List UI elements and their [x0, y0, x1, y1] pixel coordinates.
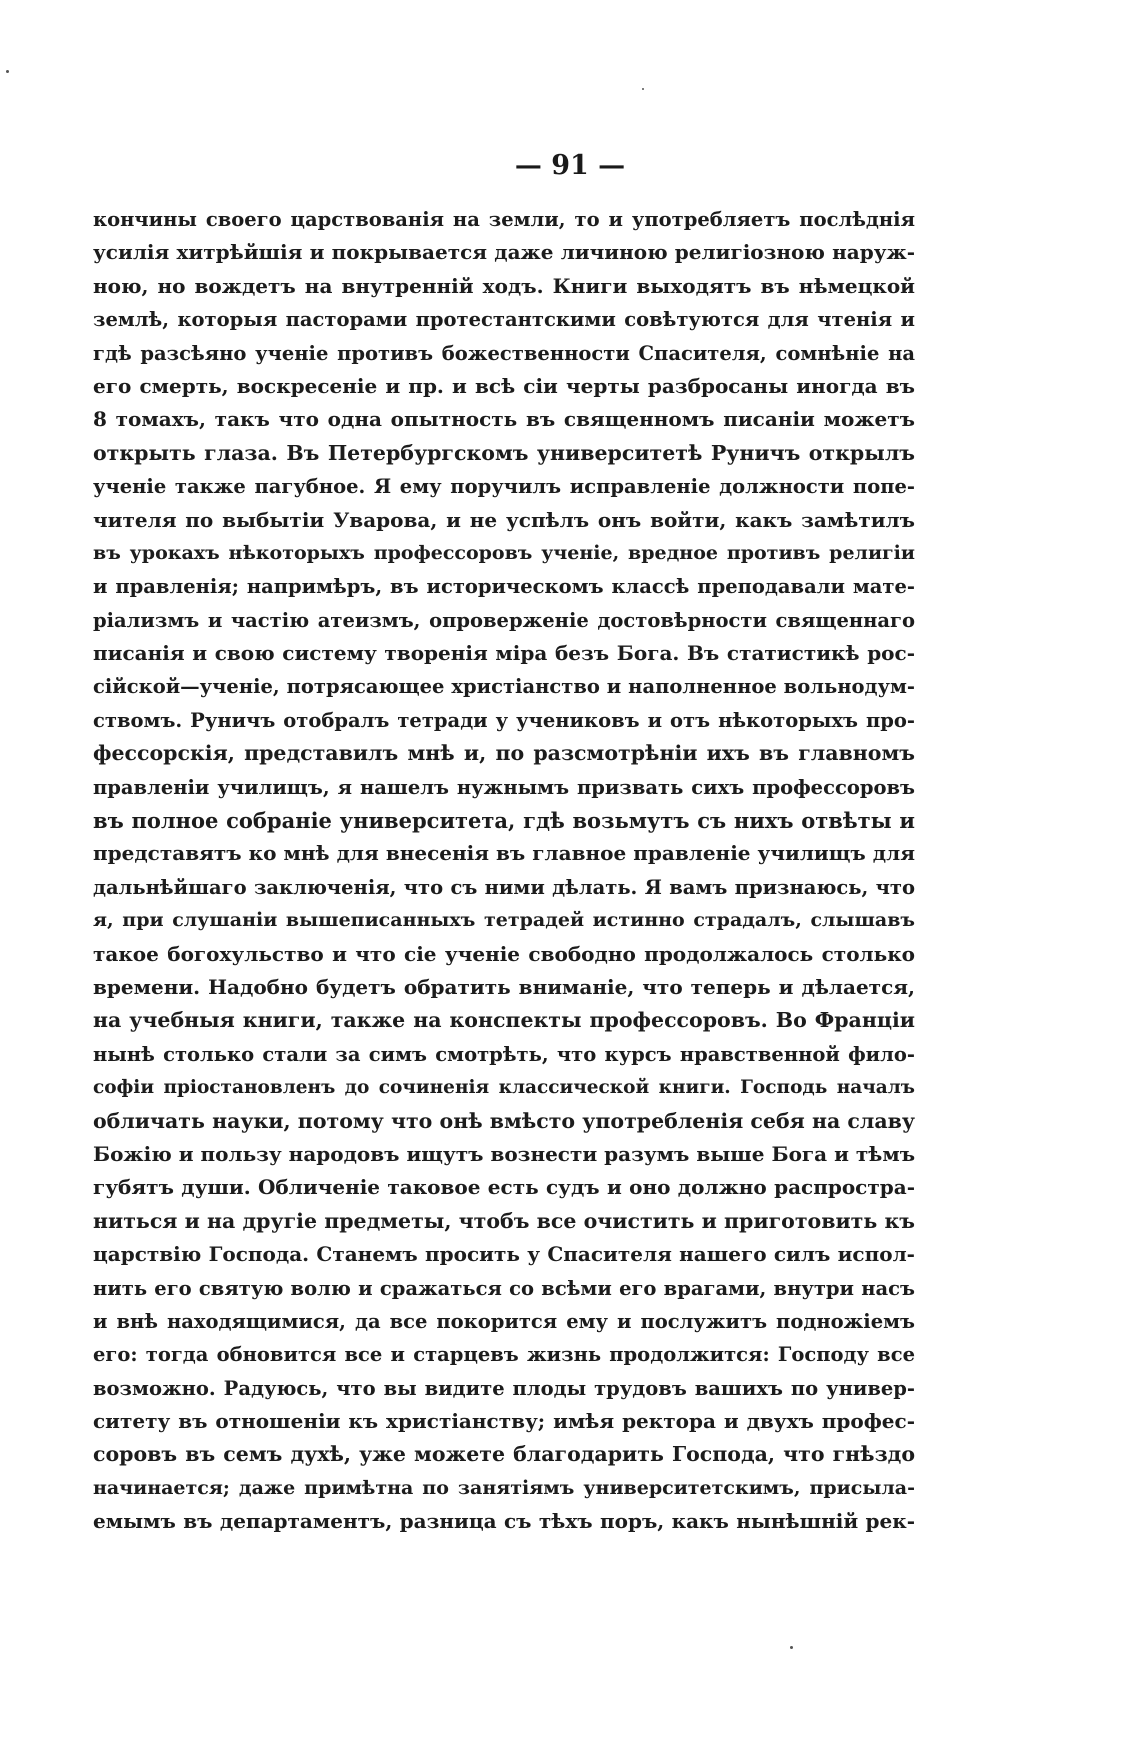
text-line: емымъ въ департаментъ, разница съ тѣхъ поръ, какъ нынѣшній рек-	[93, 1509, 915, 1534]
text-line: Божію и пользу народовъ ищутъ вознести разумъ выше Бога и тѣмъ	[93, 1141, 915, 1166]
text-line: въ урокахъ нѣкоторыхъ профессоровъ ученіе, вредное противъ религіи	[93, 541, 915, 564]
text-line: его смерть, воскресеніе и пр. и всѣ сіи черты разбросаны иногда въ	[93, 373, 915, 398]
text-line: усилія хитрѣйшія и покрывается даже личиною религіозною наруж-	[93, 240, 915, 265]
text-line: и правленія; напримѣръ, въ историческомъ классѣ преподавали мате-	[93, 575, 915, 599]
text-line: гдѣ разсѣяно ученіе противъ божественности Спасителя, сомнѣніе на	[93, 341, 915, 365]
text-line: правленіи училищъ, я нашелъ нужнымъ призвать сихъ профессоровъ	[93, 775, 915, 799]
text-line: обличать науки, потому что онѣ вмѣсто употребленія себя на славу	[93, 1108, 915, 1133]
text-line: писанія и свою систему творенія міра безъ Бога. Въ статистикѣ рос-	[93, 641, 915, 666]
text-line: ниться и на другіе предметы, чтобъ все очистить и приготовить къ	[93, 1208, 915, 1233]
text-line: царствію Господа. Станемъ просить у Спасителя нашего силъ испол-	[93, 1242, 915, 1267]
text-line: представятъ ко мнѣ для внесенія въ главное правленіе училищъ для	[93, 841, 915, 866]
text-line: времени. Надобно будетъ обратить вниманіе, что теперь и дѣлается,	[93, 974, 915, 999]
scan-speck	[6, 70, 9, 73]
text-line: ною, но вождетъ на внутренній ходъ. Книги выходятъ въ нѣмецкой	[93, 273, 915, 298]
text-line: землѣ, которыя пасторами протестантскими совѣтуются для чтенія и	[93, 308, 915, 332]
text-line: фессорскія, представилъ мнѣ и, по разсмотрѣніи ихъ въ главномъ	[93, 741, 915, 766]
text-line: начинается; даже примѣтна по занятіямъ университетскимъ, присыла-	[93, 1476, 915, 1499]
page-number: — 91 —	[514, 150, 626, 181]
text-line: открыть глаза. Въ Петербургскомъ университетѣ Руничъ открылъ	[93, 440, 915, 465]
text-line: губятъ души. Обличеніе таковое есть судъ и оно должно распростра-	[93, 1175, 915, 1200]
text-line: нынѣ столько стали за симъ смотрѣть, что курсъ нравственной фило-	[93, 1042, 915, 1066]
text-line: 8 томахъ, такъ что одна опытность въ священномъ писаніи можетъ	[93, 407, 915, 432]
text-line: ріализмъ и частію атеизмъ, опроверженіе достовѣрности священнаго	[93, 608, 915, 632]
text-line: сійской—ученіе, потрясающее христіанство и наполненное вольнодум-	[93, 675, 915, 699]
text-line: соровъ въ семъ духѣ, уже можете благодарить Господа, что гнѣздо	[93, 1442, 915, 1467]
scan-speck	[790, 1646, 793, 1649]
text-line: такое богохульство и что сіе ученіе свободно продолжалось столько	[93, 941, 915, 966]
text-line: и внѣ находящимися, да все покорится ему и послужитъ подножіемъ	[93, 1309, 915, 1333]
text-line: я, при слушаніи вышеписанныхъ тетрадей истинно страдалъ, слышавъ	[93, 909, 915, 932]
text-line: ствомъ. Руничъ отобралъ тетради у учениковъ и отъ нѣкоторыхъ про-	[93, 708, 915, 732]
text-line: нить его святую волю и сражаться со всѣми его врагами, внутри насъ	[93, 1276, 915, 1300]
text-line: на учебныя книги, также на конспекты профессоровъ. Во Франціи	[93, 1008, 915, 1033]
text-line: дальнѣйшаго заключенія, что съ ними дѣлать. Я вамъ признаюсь, что	[93, 875, 915, 899]
body-text	[93, 203, 915, 1539]
text-line: въ полное собраніе университета, гдѣ возьмутъ съ нихъ отвѣты и	[93, 808, 915, 834]
text-line: ученіе также пагубное. Я ему поручилъ исправленіе должности попе-	[93, 475, 915, 499]
text-line: чителя по выбытіи Уварова, и не успѣлъ онъ войти, какъ замѣтилъ	[93, 507, 915, 532]
text-line: кончины своего царствованія на земли, то и употребляетъ послѣднія	[93, 208, 915, 231]
text-line: софіи пріостановленъ до сочиненія классической книги. Господь началъ	[93, 1077, 915, 1099]
text-line: ситету въ отношеніи къ христіанству; имѣя ректора и двухъ профес-	[93, 1409, 915, 1434]
text-line: возможно. Радуюсь, что вы видите плоды трудовъ вашихъ по универ-	[93, 1376, 915, 1400]
scan-speck	[642, 88, 644, 90]
text-line: его: тогда обновится все и старцевъ жизнь продолжится: Господу все	[93, 1343, 915, 1367]
